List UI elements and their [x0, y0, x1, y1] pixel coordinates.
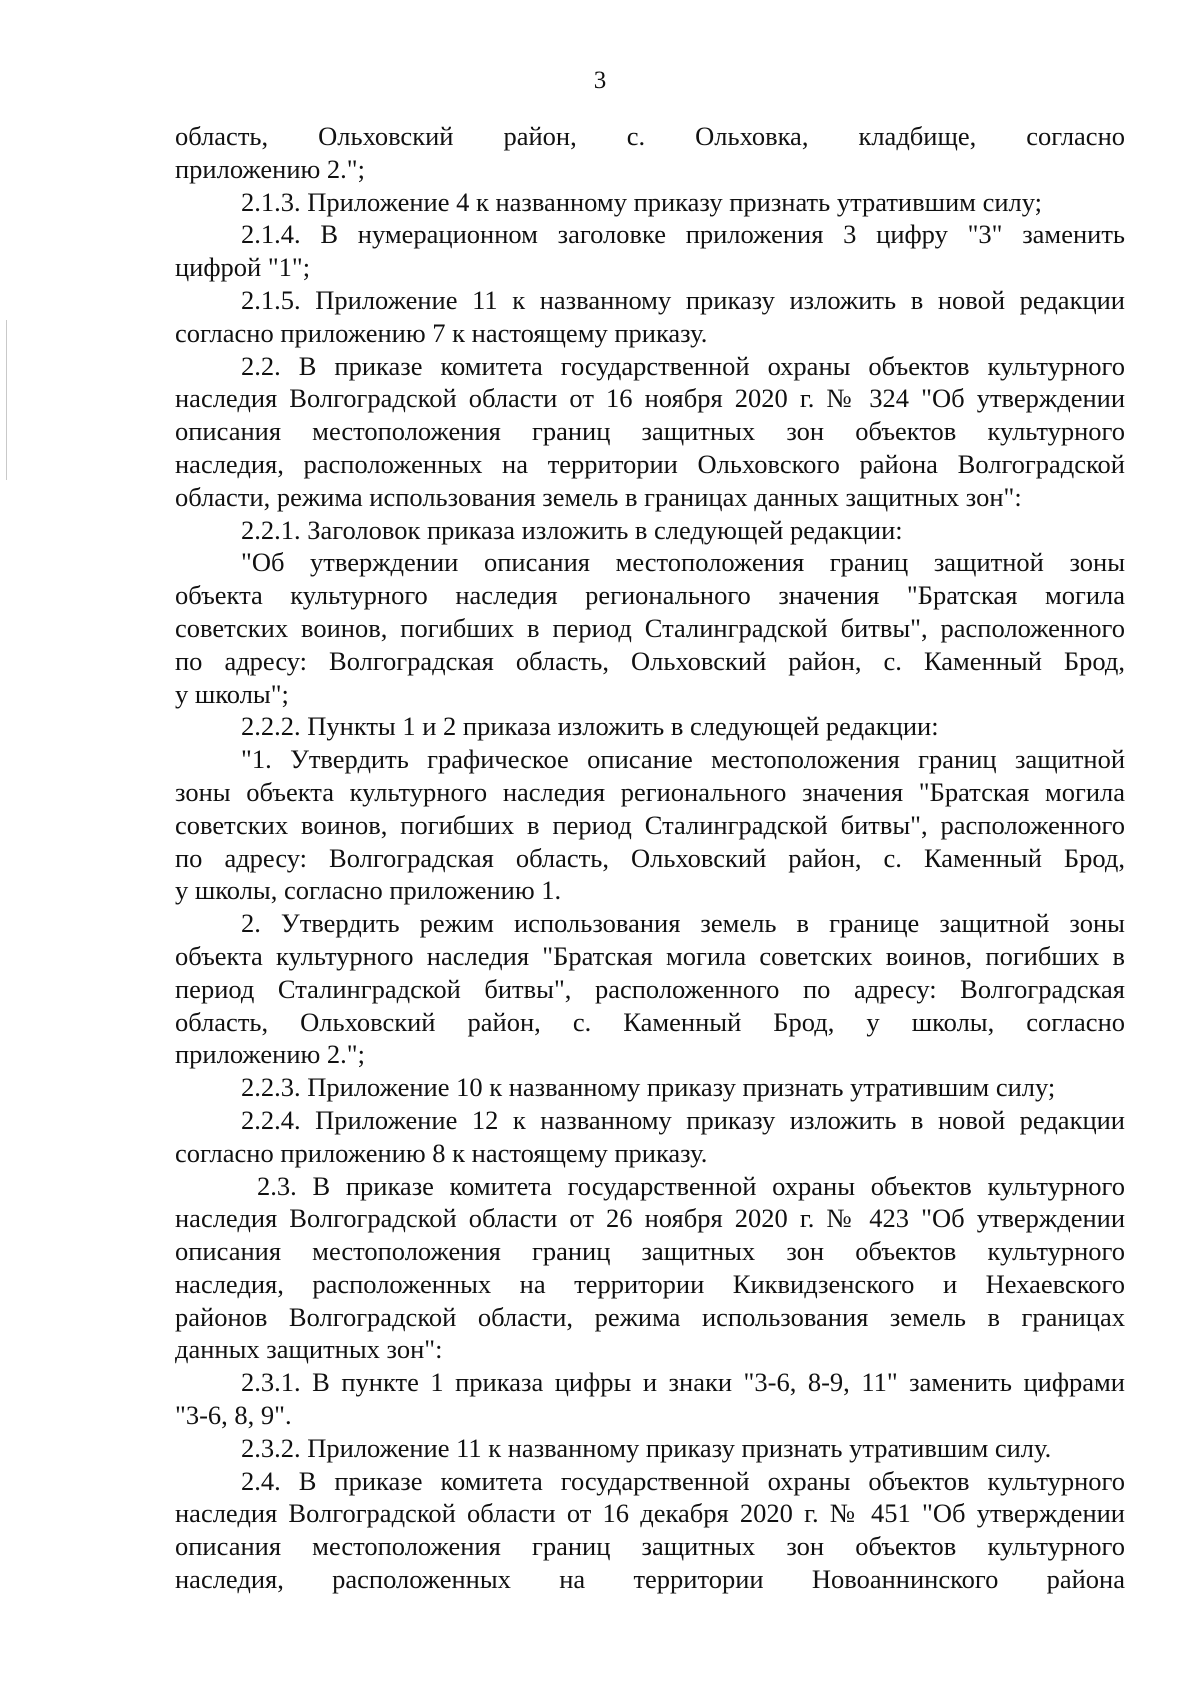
text-line: районов Волгоградской области, режима использования земель в границах: [175, 1301, 1125, 1332]
text-line: у школы, согласно приложению 1.: [175, 875, 562, 906]
text-line: описания местоположения границ защитных зон объектов культурного: [175, 416, 1125, 447]
text-line: 2.3. В приказе комитета государственной охраны объектов культурного: [257, 1170, 1125, 1201]
text-line: 2.2.2. Пункты 1 и 2 приказа изложить в следующей редакции:: [241, 711, 939, 742]
text-line: наследия, расположенных на территории Ольховского района Волгоградской: [175, 448, 1125, 479]
text-line: по адресу: Волгоградская область, Ольховский район, с. Каменный Брод,: [175, 645, 1125, 676]
text-line: описания местоположения границ защитных зон объектов культурного: [175, 1236, 1125, 1267]
text-line: приложению 2.";: [175, 153, 365, 184]
text-line: 2.1.3. Приложение 4 к названному приказу признать утратившим силу;: [241, 186, 1043, 217]
text-line: 2.2.3. Приложение 10 к названному приказу признать утратившим силу;: [241, 1072, 1056, 1103]
text-line: 2. Утвердить режим использования земель в границе защитной зоны: [241, 908, 1125, 939]
text-line: 2.3.2. Приложение 11 к названному приказу признать утратившим силу.: [241, 1432, 1052, 1463]
text-line: согласно приложению 8 к настоящему приказу.: [175, 1137, 708, 1168]
text-line: согласно приложению 7 к настоящему приказу.: [175, 317, 708, 348]
text-line: 2.2.1. Заголовок приказа изложить в следующей редакции:: [241, 514, 903, 545]
document-body: [175, 120, 1125, 1596]
text-line: объекта культурного наследия "Братская могила советских воинов, погибших в: [175, 940, 1125, 971]
text-line: область, Ольховский район, с. Каменный Брод, у школы, согласно: [175, 1006, 1125, 1037]
text-line: "1. Утвердить графическое описание местоположения границ защитной: [241, 744, 1125, 775]
text-line: объекта культурного наследия регионального значения "Братская могила: [175, 580, 1125, 611]
text-line: 2.4. В приказе комитета государственной охраны объектов культурного: [241, 1465, 1125, 1496]
text-line: 2.3.1. В пункте 1 приказа цифры и знаки "3-6, 8-9, 11" заменить цифрами: [241, 1367, 1125, 1398]
text-line: у школы";: [175, 678, 289, 709]
text-line: наследия Волгоградской области от 16 ноября 2020 г. № 324 "Об утверждении: [175, 383, 1125, 414]
text-line: 2.2. В приказе комитета государственной охраны объектов культурного: [241, 350, 1125, 381]
text-line: 2.1.4. В нумерационном заголовке приложения 3 цифру "3" заменить: [241, 219, 1125, 250]
text-line: зоны объекта культурного наследия регионального значения "Братская могила: [175, 776, 1125, 807]
text-line: наследия, расположенных на территории Новоаннинского района: [175, 1564, 1125, 1595]
text-line: цифрой "1";: [175, 252, 311, 283]
text-line: период Сталинградской битвы", расположенного по адресу: Волгоградская: [175, 973, 1125, 1004]
text-line: советских воинов, погибших в период Сталинградской битвы", расположенного: [175, 809, 1125, 840]
text-line: наследия, расположенных на территории Киквидзенского и Нехаевского: [175, 1268, 1125, 1299]
text-line: наследия Волгоградской области от 26 ноября 2020 г. № 423 "Об утверждении: [175, 1203, 1125, 1234]
text-line: области, режима использования земель в границах данных защитных зон":: [175, 481, 1022, 512]
text-line: "3-6, 8, 9".: [175, 1400, 292, 1431]
text-line: 2.1.5. Приложение 11 к названному приказу изложить в новой редакции: [241, 284, 1125, 315]
text-line: "Об утверждении описания местоположения границ защитной зоны: [241, 547, 1125, 578]
text-line: приложению 2.";: [175, 1039, 365, 1070]
text-line: 2.2.4. Приложение 12 к названному приказу изложить в новой редакции: [241, 1104, 1125, 1135]
scan-edge-mark: [6, 320, 7, 480]
page-number: 3: [593, 67, 607, 94]
text-line: по адресу: Волгоградская область, Ольховский район, с. Каменный Брод,: [175, 842, 1125, 873]
text-line: описания местоположения границ защитных зон объектов культурного: [175, 1531, 1125, 1562]
text-line: данных защитных зон":: [175, 1334, 443, 1365]
text-line: советских воинов, погибших в период Сталинградской битвы", расположенного: [175, 612, 1125, 643]
text-line: наследия Волгоградской области от 16 декабря 2020 г. № 451 "Об утверждении: [175, 1498, 1125, 1529]
text-line: область, Ольховский район, с. Ольховка, кладбище, согласно: [175, 121, 1125, 151]
